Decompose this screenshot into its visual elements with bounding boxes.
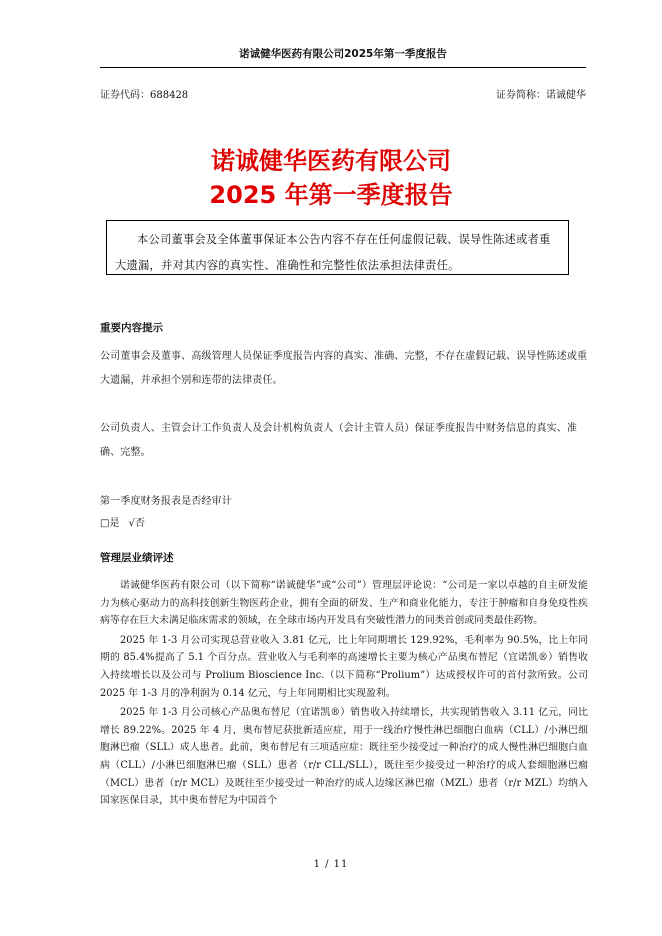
key-tips-paragraph-1: 公司董事会及董事、高级管理人员保证季度报告内容的真实、准确、完整，不存在虚假记载、误导性陈述或重大遗漏，并承担个别和连带的法律责任。 bbox=[100, 351, 588, 386]
audit-question: 第一季度财务报表是否经审计 bbox=[100, 496, 232, 507]
page-header: 诺诚健华医药有限公司2025年第一季度报告 bbox=[100, 46, 586, 68]
management-commentary bbox=[100, 577, 588, 810]
key-tips-heading: 重要内容提示 bbox=[100, 322, 163, 334]
audit-options bbox=[100, 514, 151, 529]
page-number: 1 / 11 bbox=[313, 859, 349, 870]
report-title-company: 诺诚健华医药有限公司 bbox=[211, 147, 451, 175]
stock-short-name: 证券简称：诺诚健华 bbox=[496, 90, 586, 101]
management-heading: 管理层业绩评述 bbox=[100, 552, 174, 564]
board-statement-text: 本公司董事会及全体董事保证本公告内容不存在任何虚假记载、误导性陈述或者重大遗漏，并对其内容的真实性、准确性和完整性依法承担法律责任。 bbox=[115, 233, 551, 272]
audit-no-option: √否 bbox=[128, 518, 146, 529]
management-paragraph-2: 2025 年 1-3 月公司实现总营业收入 3.81 亿元，比上年同期增长 129.92%，毛利率为 90.5%，比上年同期的 85.4%提高了 5.1 个百分点。营业收入与毛利率的高速增长主要为核心产品奥布替尼（宜诺凯®）销售收入持续增长以及公司与 Prolium Bioscience Inc.（以下简称“Prolium”）达成授权许可的首付款所致。公司 2025 年 1-3 月的净利润为 0.14 亿元，与上年同期相比实现盈利。 bbox=[100, 634, 588, 699]
management-paragraph-1: 诺诚健华医药有限公司（以下简称“诺诚健华”或“公司”）管理层评论说：“公司是一家以卓越的自主研发能力为核心驱动力的高科技创新生物医药企业，拥有全面的研发、生产和商业化能力，专注于肿瘤和自身免疫性疾病等存在巨大未满足临床需求的领域，在全球市场内开发具有突破性潜力的同类首创或同类最佳药物。 bbox=[100, 580, 588, 627]
report-title-period: 2025 年第一季度报告 bbox=[209, 181, 453, 209]
audit-yes-option: □是 bbox=[100, 518, 120, 529]
board-statement-box bbox=[106, 220, 569, 275]
stock-code: 证券代码：688428 bbox=[100, 90, 189, 101]
key-tips-paragraph-2: 公司负责人、主管会计工作负责人及会计机构负责人（会计主管人员）保证季度报告中财务信息的真实、准确、完整。 bbox=[100, 423, 578, 458]
management-paragraph-3: 2025 年 1-3 月公司核心产品奥布替尼（宜诺凯®）销售收入持续增长，共实现销售收入 3.11 亿元，同比增长 89.22%。2025 年 4 月，奥布替尼获批新适应症，用于一线治疗慢性淋巴细胞白血病（CLL）/小淋巴细胞淋巴瘤（SLL）成人患者。此前，奥布替尼有三项适应症：既往至少接受过一种治疗的成人慢性淋巴细胞白血病（CLL）/小淋巴细胞淋巴瘤（SLL）患者（r/r CLL/SLL），既往至少接受过一种治疗的成人套细胞淋巴瘤（MCL）患者（r/r MCL）及既往至少接受过一种治疗的成人边缘区淋巴瘤（MZL）患者（r/r MZL）均纳入国家医保目录，其中奥布替尼为中国首个 bbox=[100, 707, 588, 807]
